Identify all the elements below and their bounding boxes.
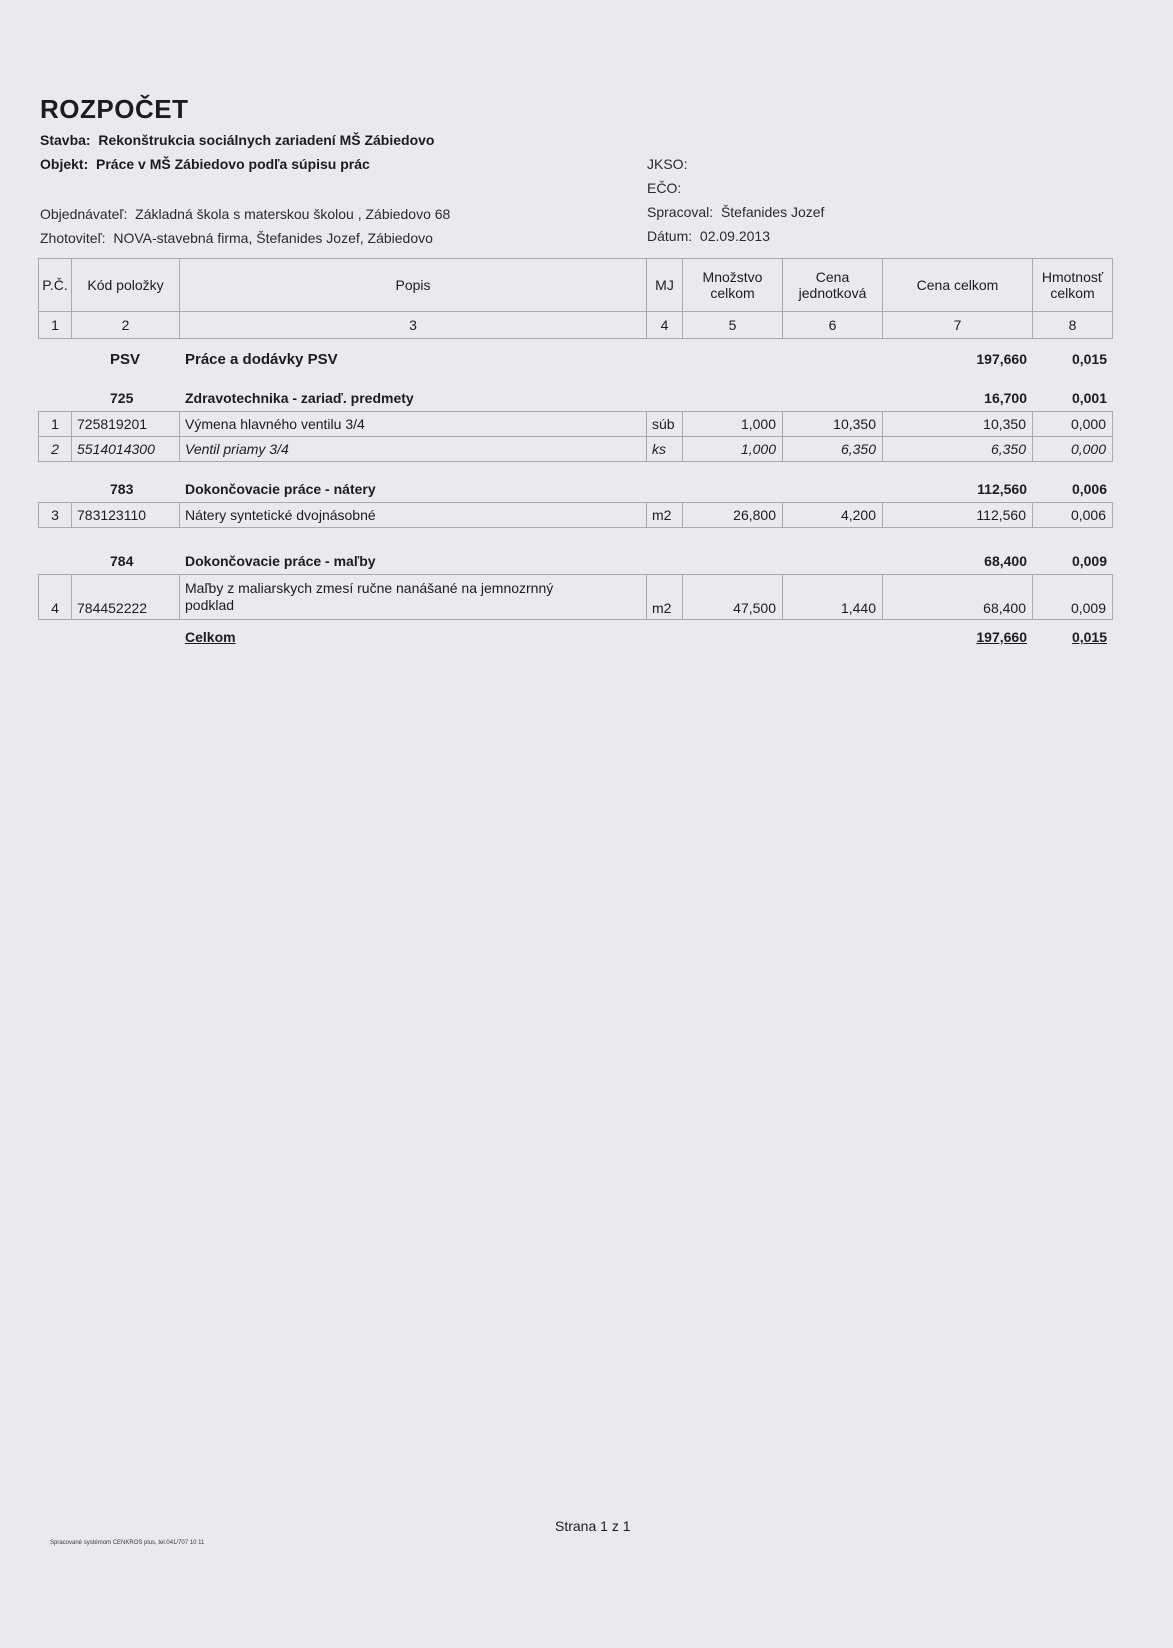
- objednavatel-line: [40, 206, 450, 222]
- item-mnozstvo: 47,500: [683, 575, 783, 619]
- spracoval-label: Spracoval:: [647, 204, 714, 220]
- colnum-4: 4: [647, 312, 683, 338]
- system-credit: Spracované systémom CENKROS plus, tel.041/707 10 11: [50, 1540, 205, 1546]
- item-kod: 783123110: [72, 503, 180, 527]
- header-mj: MJ: [647, 259, 683, 311]
- header-hmotnost: Hmotnosť celkom: [1033, 259, 1113, 311]
- stavba-value: Rekonštrukcia sociálnych zariadení MŠ Zábiedovo: [98, 132, 435, 148]
- jkso-line: [647, 156, 687, 172]
- total-cena: 197,660: [976, 629, 1027, 645]
- section-name: Dokončovacie práce - nátery: [185, 481, 376, 497]
- header-kod: Kód položky: [72, 259, 180, 311]
- item-jednotkova: 6,350: [783, 437, 883, 461]
- colnum-6: 6: [783, 312, 883, 338]
- item-kod: 784452222: [72, 575, 180, 619]
- section-cena: 112,560: [977, 481, 1027, 497]
- item-hmotnost: 0,000: [1033, 437, 1113, 461]
- total-label: Celkom: [185, 629, 236, 645]
- jkso-label: JKSO:: [647, 156, 688, 172]
- item-popis: Výmena hlavného ventilu 3/4: [180, 412, 647, 436]
- section-row-783: [38, 476, 1113, 503]
- item-kod: 5514014300: [72, 437, 180, 461]
- section-name: Dokončovacie práce - maľby: [185, 553, 376, 569]
- item-mj: ks: [647, 437, 683, 461]
- item-celkom: 10,350: [883, 412, 1033, 436]
- item-pc: 1: [38, 412, 72, 436]
- section-code: 725: [110, 390, 134, 406]
- header-celkom: Cena celkom: [883, 259, 1033, 311]
- datum-value: 02.09.2013: [699, 228, 770, 244]
- psv-summary-row: [38, 339, 1113, 379]
- spracoval-value: Štefanides Jozef: [720, 204, 825, 220]
- section-hmotnost: 0,001: [1071, 390, 1107, 406]
- zhotovitel-line: [40, 230, 433, 246]
- budget-table: [38, 258, 1113, 654]
- colnum-2: 2: [72, 312, 180, 338]
- section-row-725: [38, 385, 1113, 412]
- item-popis: Maľby z maliarskych zmesí ručne nanášané na jemnozrnný podklad: [180, 575, 647, 619]
- eco-label: EČO:: [647, 180, 682, 196]
- item-mj: m2: [647, 575, 683, 619]
- table-column-numbers-row: [38, 312, 1113, 339]
- item-popis: Ventil priamy 3/4: [180, 437, 647, 461]
- item-pc: 2: [38, 437, 72, 461]
- section-hmotnost: 0,009: [1071, 553, 1107, 569]
- stavba-line: [40, 132, 434, 148]
- item-jednotkova: 1,440: [783, 575, 883, 619]
- item-kod: 725819201: [72, 412, 180, 436]
- total-row: [38, 620, 1113, 654]
- item-mnozstvo: 1,000: [683, 412, 783, 436]
- item-mj: súb: [647, 412, 683, 436]
- section-cena: 68,400: [984, 553, 1027, 569]
- item-pc: 3: [38, 503, 72, 527]
- objekt-label: Objekt:: [40, 156, 89, 172]
- objednavatel-label: Objednávateľ:: [40, 206, 128, 222]
- table-header-row: [38, 259, 1113, 312]
- section-code: 783: [110, 481, 134, 497]
- section-row-784: [38, 548, 1113, 575]
- table-row: [38, 412, 1113, 437]
- section-cena: 16,700: [984, 390, 1027, 406]
- objekt-value: Práce v MŠ Zábiedovo podľa súpisu prác: [96, 156, 370, 172]
- section-name: Zdravotechnika - zariaď. predmety: [185, 390, 414, 406]
- psv-code: PSV: [110, 350, 141, 368]
- item-popis: Nátery syntetické dvojnásobné: [180, 503, 647, 527]
- document-title: ROZPOČET: [40, 94, 189, 124]
- colnum-3: 3: [180, 312, 647, 338]
- item-hmotnost: 0,006: [1033, 503, 1113, 527]
- item-mnozstvo: 1,000: [683, 437, 783, 461]
- table-row: [38, 503, 1113, 528]
- objekt-line: [40, 156, 370, 172]
- item-mj: m2: [647, 503, 683, 527]
- item-hmotnost: 0,000: [1033, 412, 1113, 436]
- colnum-8: 8: [1033, 312, 1113, 338]
- item-celkom: 68,400: [883, 575, 1033, 619]
- zhotovitel-value: NOVA-stavebná firma, Štefanides Jozef, Zábiedovo: [113, 230, 433, 246]
- psv-hmotnost: 0,015: [1071, 351, 1107, 367]
- table-row: [38, 437, 1113, 462]
- table-row: [38, 575, 1113, 620]
- psv-cena: 197,660: [976, 351, 1027, 367]
- item-pc: 4: [38, 575, 72, 619]
- item-celkom: 6,350: [883, 437, 1033, 461]
- colnum-5: 5: [683, 312, 783, 338]
- total-hmotnost: 0,015: [1071, 629, 1107, 645]
- eco-line: [647, 180, 681, 196]
- item-celkom: 112,560: [883, 503, 1033, 527]
- datum-label: Dátum:: [647, 228, 693, 244]
- section-hmotnost: 0,006: [1071, 481, 1107, 497]
- item-mnozstvo: 26,800: [683, 503, 783, 527]
- item-hmotnost: 0,009: [1033, 575, 1113, 619]
- item-jednotkova: 10,350: [783, 412, 883, 436]
- header-jednotkova: Cena jednotková: [783, 259, 883, 311]
- stavba-label: Stavba:: [40, 132, 91, 148]
- header-popis: Popis: [180, 259, 647, 311]
- zhotovitel-label: Zhotoviteľ:: [40, 230, 106, 246]
- header-mnozstvo: Množstvo celkom: [683, 259, 783, 311]
- psv-name: Práce a dodávky PSV: [185, 350, 338, 368]
- spracoval-line: [647, 204, 824, 220]
- objednavatel-value: Základná škola s materskou školou , Zábiedovo 68: [135, 206, 451, 222]
- datum-line: [647, 228, 770, 244]
- page-number: Strana 1 z 1: [555, 1518, 631, 1534]
- item-jednotkova: 4,200: [783, 503, 883, 527]
- header-pc: P.Č.: [38, 259, 72, 311]
- colnum-7: 7: [883, 312, 1033, 338]
- colnum-1: 1: [38, 312, 72, 338]
- section-code: 784: [110, 553, 134, 569]
